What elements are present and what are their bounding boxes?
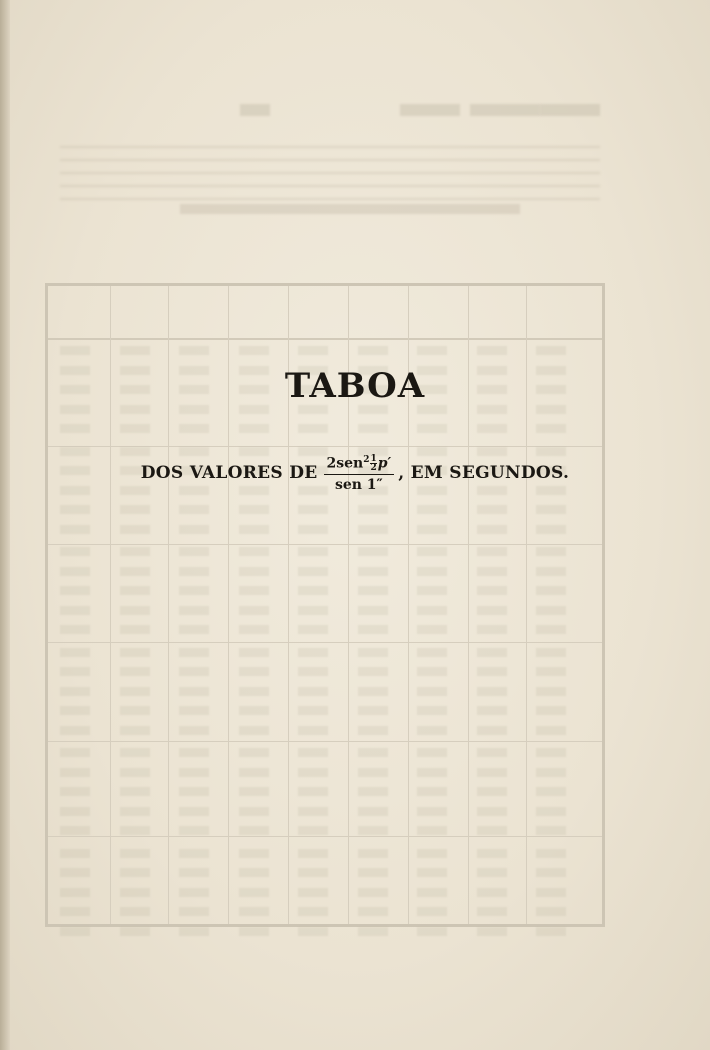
bleed-table-cell-mark xyxy=(60,648,90,657)
bleed-table-cell-mark xyxy=(120,768,150,777)
bleed-table-cell-mark xyxy=(417,726,447,735)
bleed-table-cell-mark xyxy=(536,547,566,556)
bleed-table-cell-mark xyxy=(298,826,328,835)
bleed-table-cell-mark xyxy=(358,625,388,634)
bleed-table-cell-mark xyxy=(477,726,507,735)
bleed-table-cell-mark xyxy=(536,826,566,835)
bleed-table-cell-mark xyxy=(536,525,566,534)
bleed-table-cell-mark xyxy=(120,586,150,595)
bleed-table-cell-mark xyxy=(239,648,269,657)
bleed-table-cell-mark xyxy=(179,567,209,576)
caption-suffix: , EM SEGUNDOS. xyxy=(398,462,570,483)
bleed-table-cell-mark xyxy=(417,706,447,715)
bleed-table-cell-mark xyxy=(536,505,566,514)
bleed-table-cell-mark xyxy=(120,505,150,514)
bleed-table-cell-mark xyxy=(120,748,150,757)
bleed-table-cell-mark xyxy=(179,927,209,936)
bleed-table-cell-mark xyxy=(536,625,566,634)
bleed-table-cell-mark xyxy=(239,927,269,936)
bleed-table-cell-mark xyxy=(120,625,150,634)
bleed-table-cell-mark xyxy=(60,726,90,735)
bleed-table-cell-mark xyxy=(60,567,90,576)
bleed-table-cell-mark xyxy=(417,424,447,433)
bleed-table-cell-mark xyxy=(120,807,150,816)
bleed-table-cell-mark xyxy=(477,907,507,916)
bleed-table-cell-mark xyxy=(298,648,328,657)
bleed-table-cell-mark xyxy=(179,807,209,816)
bleed-table-cell-mark xyxy=(536,706,566,715)
bleed-table-cell-mark xyxy=(536,807,566,816)
bleed-table-cell-mark xyxy=(179,768,209,777)
bleed-table-cell-mark xyxy=(60,787,90,796)
bleed-table-cell-mark xyxy=(536,868,566,877)
bleed-table-cell-mark xyxy=(120,606,150,615)
bleed-table-row-rule xyxy=(48,741,602,742)
formula-exponent: 2 xyxy=(363,455,370,465)
formula-variable: p′ xyxy=(377,455,392,472)
formula-half xyxy=(370,455,376,472)
bleed-table-row-rule xyxy=(48,836,602,837)
bleed-table-cell-mark xyxy=(358,888,388,897)
bleed-table-cell-mark xyxy=(536,888,566,897)
bleed-table-cell-mark xyxy=(536,567,566,576)
bleed-table-cell-mark xyxy=(60,505,90,514)
formula-sen: 2sen xyxy=(326,455,364,472)
bleed-table-cell-mark xyxy=(298,687,328,696)
bleed-table-cell-mark xyxy=(239,706,269,715)
bleed-table-cell-mark xyxy=(477,648,507,657)
bleed-table-cell-mark xyxy=(417,826,447,835)
bleed-table-cell-mark xyxy=(358,346,388,355)
bleed-table-cell-mark xyxy=(239,849,269,858)
bleed-table-cell-mark xyxy=(536,748,566,757)
bleed-table-cell-mark xyxy=(179,525,209,534)
bleed-table-cell-mark xyxy=(298,787,328,796)
bleed-table-cell-mark xyxy=(417,586,447,595)
bleed-table-cell-mark xyxy=(536,849,566,858)
bleed-table-cell-mark xyxy=(536,907,566,916)
bleed-header-mark xyxy=(240,104,270,116)
bleed-table-cell-mark xyxy=(239,907,269,916)
bleed-table-cell-mark xyxy=(60,807,90,816)
bleed-table-cell-mark xyxy=(60,586,90,595)
bleed-table-cell-mark xyxy=(60,849,90,858)
bleed-table-cell-mark xyxy=(477,748,507,757)
bleed-header-mark xyxy=(470,104,540,116)
bleed-table-cell-mark xyxy=(477,826,507,835)
bleed-table-cell-mark xyxy=(536,648,566,657)
bleed-table-cell-mark xyxy=(60,606,90,615)
bleed-table-cell-mark xyxy=(358,706,388,715)
bleed-table-cell-mark xyxy=(358,606,388,615)
bleed-table-cell-mark xyxy=(60,748,90,757)
bleed-table-cell-mark xyxy=(120,726,150,735)
bleed-table-cell-mark xyxy=(417,868,447,877)
page-spine-shadow xyxy=(0,0,10,1050)
bleed-table-cell-mark xyxy=(417,849,447,858)
bleed-table-cell-mark xyxy=(298,547,328,556)
formula-fraction xyxy=(324,452,395,494)
bleed-table-cell-mark xyxy=(417,907,447,916)
bleed-table-cell-mark xyxy=(179,868,209,877)
bleed-table-cell-mark xyxy=(417,927,447,936)
bleed-table-cell-mark xyxy=(477,787,507,796)
bleed-table-cell-mark xyxy=(239,667,269,676)
bleed-table-cell-mark xyxy=(120,547,150,556)
bleed-table-cell-mark xyxy=(239,826,269,835)
bleed-table-cell-mark xyxy=(239,807,269,816)
bleed-table-cell-mark xyxy=(60,667,90,676)
bleed-table-cell-mark xyxy=(417,625,447,634)
bleed-table-cell-mark xyxy=(358,868,388,877)
bleed-table-cell-mark xyxy=(298,888,328,897)
bleed-table-cell-mark xyxy=(179,687,209,696)
bleed-table-cell-mark xyxy=(417,505,447,514)
bleed-table-cell-mark xyxy=(239,888,269,897)
bleed-table-cell-mark xyxy=(298,868,328,877)
bleed-table-cell-mark xyxy=(477,586,507,595)
bleed-table-cell-mark xyxy=(298,505,328,514)
bleed-table-cell-mark xyxy=(477,706,507,715)
bleed-table-cell-mark xyxy=(179,505,209,514)
half-num: 1 xyxy=(370,454,377,465)
bleed-through-header xyxy=(230,100,600,130)
bleed-table-cell-mark xyxy=(417,606,447,615)
bleed-table-cell-mark xyxy=(298,606,328,615)
bleed-table-cell-mark xyxy=(477,547,507,556)
bleed-table-cell-mark xyxy=(477,567,507,576)
bleed-table-cell-mark xyxy=(477,687,507,696)
bleed-table-cell-mark xyxy=(477,807,507,816)
bleed-table-cell-mark xyxy=(358,648,388,657)
bleed-table-cell-mark xyxy=(298,726,328,735)
bleed-table-cell-mark xyxy=(60,547,90,556)
bleed-table-cell-mark xyxy=(239,768,269,777)
bleed-table-cell-mark xyxy=(120,907,150,916)
bleed-table-cell-mark xyxy=(60,687,90,696)
bleed-table-cell-mark xyxy=(179,907,209,916)
bleed-table-cell-mark xyxy=(298,567,328,576)
formula-denominator: sen 1″ xyxy=(334,476,383,493)
bleed-table-cell-mark xyxy=(179,424,209,433)
bleed-table-cell-mark xyxy=(536,586,566,595)
bleed-table-cell-mark xyxy=(60,907,90,916)
bleed-table-cell-mark xyxy=(417,807,447,816)
bleed-table-cell-mark xyxy=(358,505,388,514)
caption-prefix: DOS VALORES DE xyxy=(140,462,318,483)
bleed-table-cell-mark xyxy=(120,868,150,877)
bleed-table-cell-mark xyxy=(298,424,328,433)
bleed-table-cell-mark xyxy=(417,748,447,757)
bleed-table-cell-mark xyxy=(60,768,90,777)
bleed-table-cell-mark xyxy=(298,625,328,634)
bleed-table-cell-mark xyxy=(239,726,269,735)
bleed-table-cell-mark xyxy=(60,888,90,897)
bleed-table-cell-mark xyxy=(477,868,507,877)
bleed-table-cell-mark xyxy=(417,667,447,676)
bleed-table-cell-mark xyxy=(239,505,269,514)
bleed-table-cell-mark xyxy=(298,748,328,757)
bleed-table-cell-mark xyxy=(536,726,566,735)
bleed-header-mark xyxy=(400,104,460,116)
bleed-table-cell-mark xyxy=(179,606,209,615)
bleed-table-cell-mark xyxy=(120,706,150,715)
bleed-table-cell-mark xyxy=(120,667,150,676)
bleed-table-cell-mark xyxy=(60,346,90,355)
bleed-table-cell-mark xyxy=(60,868,90,877)
bleed-table-cell-mark xyxy=(417,768,447,777)
bleed-table-cell-mark xyxy=(358,807,388,816)
bleed-table-cell-mark xyxy=(536,927,566,936)
bleed-table-cell-mark xyxy=(120,927,150,936)
bleed-table-cell-mark xyxy=(239,586,269,595)
bleed-table-cell-mark xyxy=(536,667,566,676)
bleed-table-row-rule xyxy=(48,544,602,545)
bleed-table-cell-mark xyxy=(239,625,269,634)
bleed-table-cell-mark xyxy=(358,849,388,858)
bleed-table-cell-mark xyxy=(358,748,388,757)
bleed-table-cell-mark xyxy=(298,849,328,858)
bleed-table-cell-mark xyxy=(358,826,388,835)
bleed-table-cell-mark xyxy=(239,868,269,877)
bleed-table-cell-mark xyxy=(120,525,150,534)
bleed-table-cell-mark xyxy=(417,888,447,897)
bleed-table-cell-mark xyxy=(477,505,507,514)
bleed-table-cell-mark xyxy=(358,525,388,534)
bleed-table-cell-mark xyxy=(239,787,269,796)
bleed-table-cell-mark xyxy=(120,567,150,576)
bleed-through-subtitle xyxy=(170,200,530,218)
bleed-table-cell-mark xyxy=(179,826,209,835)
bleed-table-cell-mark xyxy=(536,424,566,433)
bleed-table-cell-mark xyxy=(358,567,388,576)
bleed-table-cell-mark xyxy=(239,346,269,355)
bleed-table-cell-mark xyxy=(179,787,209,796)
bleed-table-cell-mark xyxy=(358,927,388,936)
bleed-table-cell-mark xyxy=(179,849,209,858)
bleed-table-cell-mark xyxy=(536,687,566,696)
bleed-table-cell-mark xyxy=(179,888,209,897)
bleed-table-cell-mark xyxy=(536,606,566,615)
bleed-table-cell-mark xyxy=(536,768,566,777)
bleed-table-cell-mark xyxy=(179,346,209,355)
bleed-table-cell-mark xyxy=(239,547,269,556)
bleed-table-cell-mark xyxy=(179,648,209,657)
half-den: 2 xyxy=(370,463,377,474)
bleed-table-cell-mark xyxy=(179,547,209,556)
bleed-table-cell-mark xyxy=(417,567,447,576)
bleed-table-cell-mark xyxy=(179,667,209,676)
bleed-table-cell-mark xyxy=(120,787,150,796)
bleed-table-cell-mark xyxy=(358,726,388,735)
bleed-table-cell-mark xyxy=(358,768,388,777)
bleed-table-cell-mark xyxy=(298,768,328,777)
bleed-table-cell-mark xyxy=(120,346,150,355)
bleed-table-cell-mark xyxy=(477,606,507,615)
bleed-table-cell-mark xyxy=(239,687,269,696)
bleed-table-cell-mark xyxy=(477,424,507,433)
bleed-table-cell-mark xyxy=(179,625,209,634)
bleed-table-row-rule xyxy=(48,642,602,643)
bleed-table-cell-mark xyxy=(298,927,328,936)
bleed-table-cell-mark xyxy=(417,346,447,355)
bleed-table-cell-mark xyxy=(120,888,150,897)
bleed-table-cell-mark xyxy=(179,748,209,757)
bleed-table-cell-mark xyxy=(120,849,150,858)
bleed-table-cell-mark xyxy=(298,807,328,816)
bleed-subtitle-mark xyxy=(180,204,520,214)
bleed-table-cell-mark xyxy=(417,687,447,696)
bleed-table-cell-mark xyxy=(477,849,507,858)
bleed-table-cell-mark xyxy=(358,586,388,595)
bleed-table-cell-mark xyxy=(358,687,388,696)
bleed-table-cell-mark xyxy=(179,726,209,735)
bleed-table-cell-mark xyxy=(298,667,328,676)
bleed-table-cell-mark xyxy=(120,424,150,433)
bleed-table-cell-mark xyxy=(120,648,150,657)
bleed-table-cell-mark xyxy=(60,826,90,835)
page-title: TABOA xyxy=(284,366,426,406)
bleed-table-cell-mark xyxy=(120,826,150,835)
bleed-table-cell-mark xyxy=(477,625,507,634)
bleed-table-cell-mark xyxy=(417,787,447,796)
bleed-table-header-rule xyxy=(48,286,602,340)
bleed-table-cell-mark xyxy=(120,687,150,696)
formula-numerator xyxy=(324,452,395,475)
bleed-table-cell-mark xyxy=(536,346,566,355)
table-caption xyxy=(0,452,710,494)
bleed-table-cell-mark xyxy=(60,706,90,715)
bleed-table-cell-mark xyxy=(298,586,328,595)
bleed-table-cell-mark xyxy=(477,927,507,936)
bleed-table-cell-mark xyxy=(358,907,388,916)
bleed-table-cell-mark xyxy=(477,525,507,534)
bleed-table-cell-mark xyxy=(358,667,388,676)
bleed-table-cell-mark xyxy=(477,768,507,777)
bleed-table-cell-mark xyxy=(239,424,269,433)
bleed-table-cell-mark xyxy=(358,787,388,796)
bleed-table-cell-mark xyxy=(417,547,447,556)
bleed-table-cell-mark xyxy=(298,706,328,715)
bleed-table-cell-mark xyxy=(239,748,269,757)
bleed-header-mark xyxy=(540,104,600,116)
bleed-table-cell-mark xyxy=(298,346,328,355)
bleed-table-cell-mark xyxy=(298,907,328,916)
bleed-table-cell-mark xyxy=(239,567,269,576)
bleed-table-cell-mark xyxy=(477,346,507,355)
bleed-table-cell-mark xyxy=(239,525,269,534)
bleed-table-cell-mark xyxy=(60,625,90,634)
bleed-table-cell-mark xyxy=(417,648,447,657)
bleed-table-cell-mark xyxy=(179,706,209,715)
bleed-table-cell-mark xyxy=(477,667,507,676)
bleed-table-cell-mark xyxy=(358,424,388,433)
bleed-table-cell-mark xyxy=(298,525,328,534)
bleed-table-cell-mark xyxy=(358,547,388,556)
bleed-through-text-lines xyxy=(60,135,600,205)
bleed-table-cell-mark xyxy=(179,586,209,595)
bleed-table-cell-mark xyxy=(536,787,566,796)
bleed-table-cell-mark xyxy=(60,424,90,433)
bleed-table-cell-mark xyxy=(60,927,90,936)
bleed-table-cell-mark xyxy=(477,888,507,897)
bleed-table-cell-mark xyxy=(60,525,90,534)
bleed-table-cell-mark xyxy=(239,606,269,615)
bleed-table-cell-mark xyxy=(417,525,447,534)
